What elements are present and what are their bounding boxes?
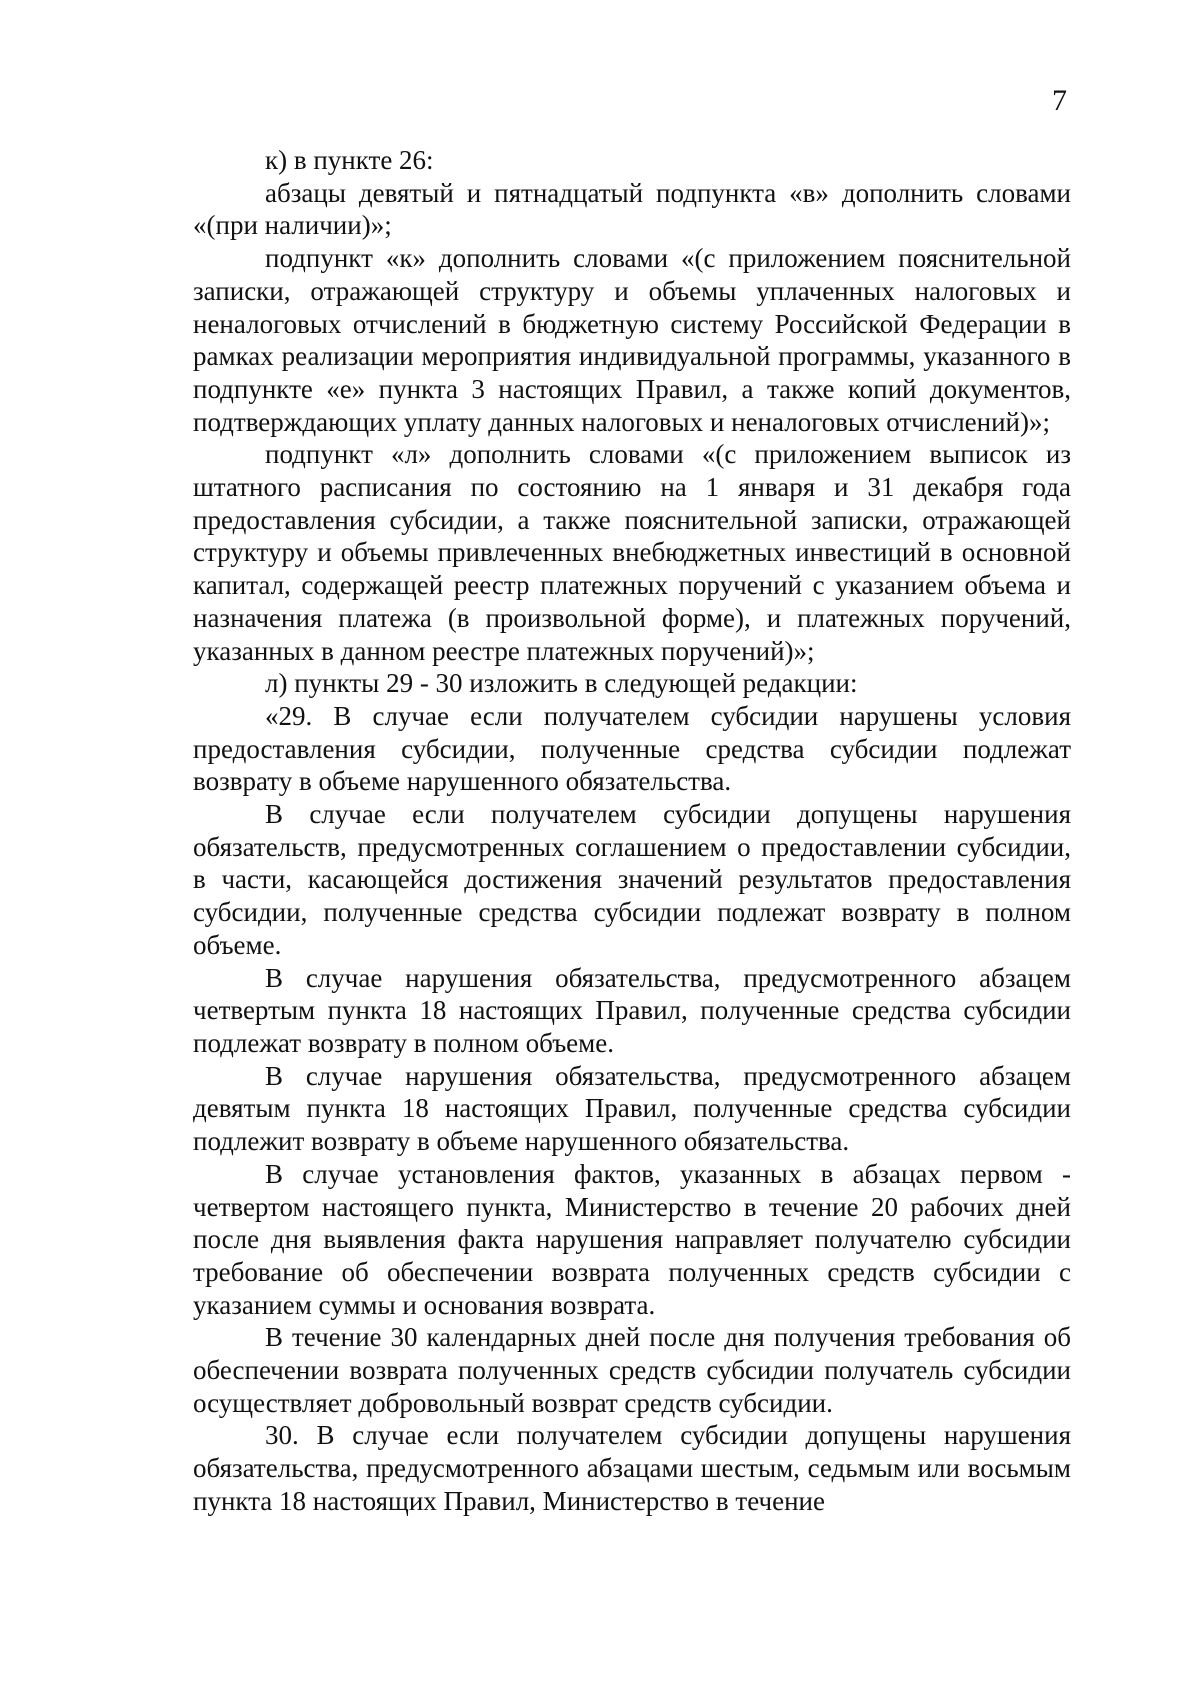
- paragraph-item-k: к) в пункте 26:: [265, 145, 434, 175]
- document-body: [193, 144, 1071, 1518]
- paragraph-item-l: л) пункты 29 - 30 изложить в следующей редакции:: [265, 668, 858, 699]
- paragraph-subitem-l: подпункт «л» дополнить словами «(с приложением выписок из штатного расписания по состоянию на 1 января и 31 декабря года предоставления субсидии, а также пояснительной записки, отражающей структуру и объемы привлеченных внебюджетных инвестиций в основной капитал, содержащей реестр платежных поручений с указанием объема и назначения платежа (в произвольной форме), и платежных поручений, указанных в данном реестре платежных поручений)»;: [193, 439, 1071, 666]
- paragraph-subitem-v: абзацы девятый и пятнадцатый подпункта «в» дополнить словами «(при наличии)»;: [193, 177, 1071, 241]
- paragraph-point-29: «29. В случае если получателем субсидии нарушены условия предоставления субсидии, полученные средства субсидии подлежат возврату в объеме нарушенного обязательства.: [193, 700, 1071, 797]
- paragraph-subitem-k: подпункт «к» дополнить словами «(с приложением пояснительной записки, отражающей структуру и объемы уплаченных налоговых и неналоговых отчислений в бюджетную систему Российской Федерации в рамках реализации мероприятия индивидуальной программы, указанного в подпункте «е» пункта 3 настоящих Правил, а также копий документов, подтверждающих уплату данных налоговых и неналоговых отчислений)»;: [193, 243, 1071, 437]
- paragraph-ministry-demand: В случае установления фактов, указанных в абзацах первом - четвертом настоящего пункта, Министерство в течение 20 рабочих дней после дня выявления факта нарушения направляет получателю субсидии требование об обеспечении возврата полученных средств субсидии с указанием суммы и основания возврата.: [193, 1158, 1071, 1320]
- paragraph-point-30: 30. В случае если получателем субсидии допущены нарушения обязательства, предусмотренного абзацами шестым, седьмым или восьмым пункта 18 настоящих Правил, Министерство в течение: [193, 1420, 1071, 1516]
- page-number: 7: [1052, 84, 1067, 117]
- paragraph-results-violation: В случае если получателем субсидии допущены нарушения обязательств, предусмотренных соглашением о предоставлении субсидии, в части, касающейся достижения значений результатов предоставления субсидии, полученные средства субсидии подлежат возврату в полном объеме.: [193, 799, 1071, 960]
- paragraph-ninth-abzac: В случае нарушения обязательства, предусмотренного абзацем девятым пункта 18 настоящих Правил, полученные средства субсидии подлежит возврату в объеме нарушенного обязательства.: [193, 1060, 1071, 1157]
- paragraph-voluntary-return: В течение 30 календарных дней после дня получения требования об обеспечении возврата полученных средств субсидии получатель субсидии осуществляет добровольный возврат средств субсидии.: [193, 1322, 1071, 1418]
- paragraph-fourth-abzac: В случае нарушения обязательства, предусмотренного абзацем четвертым пункта 18 настоящих Правил, полученные средства субсидии подлежат возврату в полном объеме.: [193, 962, 1071, 1058]
